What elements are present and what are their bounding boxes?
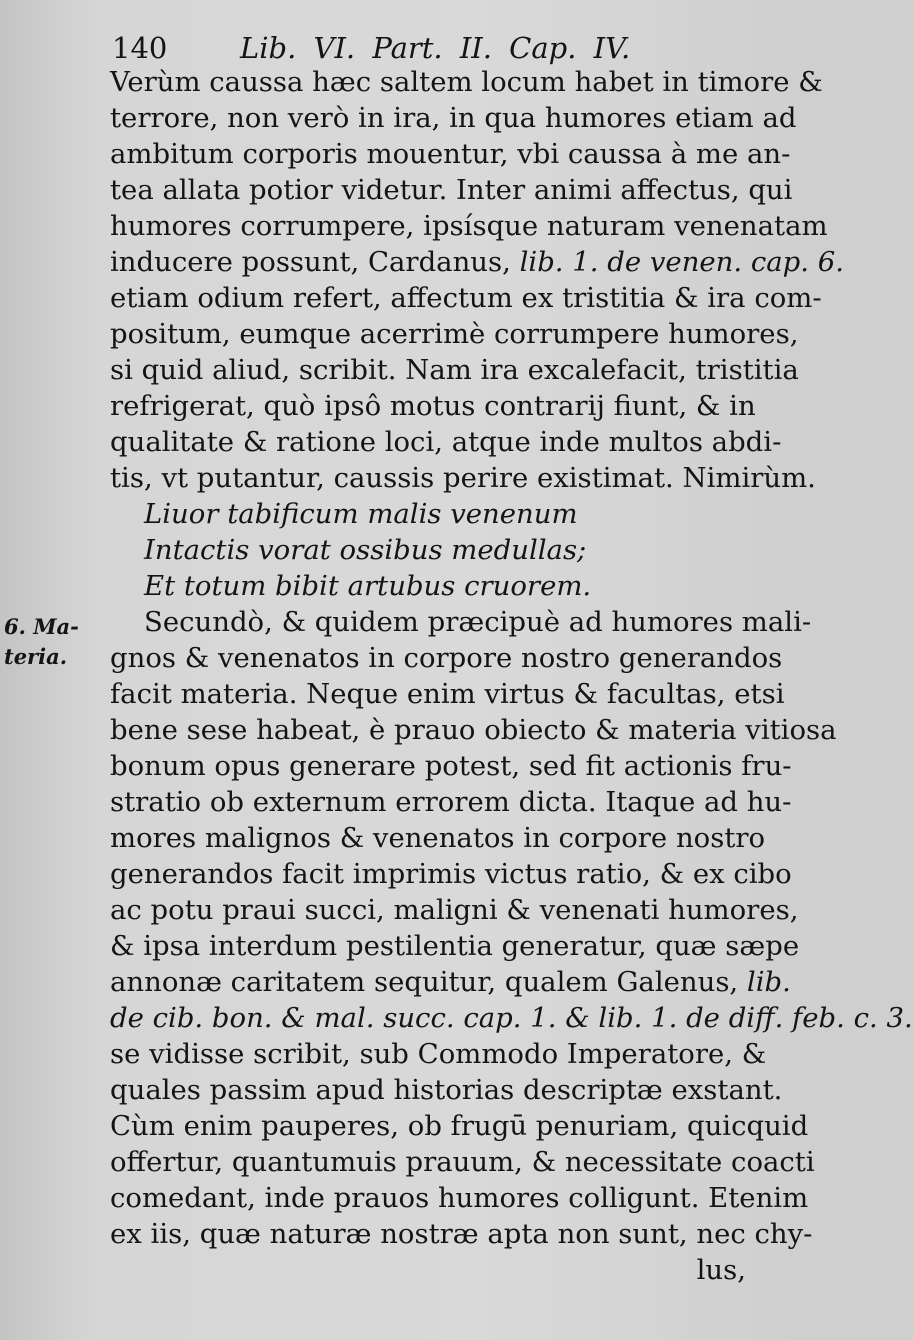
text-line: refrigerat, quò ipsô motus contrarij fiunt, & in: [110, 390, 756, 422]
verse-line: Intactis vorat ossibus medullas;: [144, 534, 587, 566]
text-line-part: annonæ caritatem sequitur, qualem Galenus,: [110, 966, 747, 998]
text-line: etiam odium refert, affectum ex tristitia & ira com-: [110, 282, 822, 314]
text-line: [110, 964, 791, 1000]
text-line: Verùm caussa hæc saltem locum habet in timore &: [110, 66, 823, 98]
text-line: [110, 244, 844, 280]
text-line: stratio ob externum errorem dicta. Itaque ad hu-: [110, 786, 792, 818]
citation: lib.: [746, 966, 791, 998]
text-line: terrore, non verò in ira, in qua humores etiam ad: [110, 102, 797, 134]
text-line-part: inducere possunt, Cardanus,: [110, 246, 520, 278]
text-line: generandos facit imprimis victus ratio, & ex cibo: [110, 858, 792, 890]
text-line: comedant, inde prauos humores colligunt. Etenim: [110, 1182, 809, 1214]
text-line: ac potu praui succi, maligni & venenati humores,: [110, 894, 799, 926]
text-line: Secundò, & quidem præcipuè ad humores mali-: [144, 606, 812, 638]
marginal-note-line: 6. Ma-: [4, 614, 79, 639]
text-line: ambitum corporis mouentur, vbi caussa à me an-: [110, 138, 791, 170]
text-line: si quid aliud, scribit. Nam ira excalefacit, tristitia: [110, 354, 799, 386]
running-head: Lib. VI. Part. II. Cap. IV.: [240, 31, 631, 65]
text-line: offertur, quantumuis prauum, & necessitate coacti: [110, 1146, 815, 1178]
verse-line: Liuor tabificum malis venenum: [144, 498, 578, 530]
page-number: 140: [112, 31, 168, 65]
text-line: tea allata potior videtur. Inter animi affectus, qui: [110, 174, 793, 206]
text-line: se vidisse scribit, sub Commodo Imperatore, &: [110, 1038, 767, 1070]
text-line: tis, vt putantur, caussis perire existimat. Nimirùm.: [110, 462, 816, 494]
catchword: lus,: [696, 1254, 746, 1286]
marginal-note-line: teria.: [4, 644, 68, 669]
text-line: facit materia. Neque enim virtus & facultas, etsi: [110, 678, 785, 710]
text-line: humores corrumpere, ipsísque naturam venenatam: [110, 210, 828, 242]
marginal-note: [4, 612, 100, 672]
text-line: & ipsa interdum pestilentia generatur, quæ sæpe: [110, 930, 800, 962]
body-text: [110, 64, 913, 1288]
text-line: bonum opus generare potest, sed fit actionis fru-: [110, 750, 792, 782]
text-line: positum, eumque acerrimè corrumpere humores,: [110, 318, 799, 350]
text-line: quales passim apud historias descriptæ exstant.: [110, 1074, 783, 1106]
text-line: Cùm enim pauperes, ob frugū penuriam, quicquid: [110, 1110, 809, 1142]
citation-line: de cib. bon. & mal. succ. cap. 1. & lib. 1. de diff. feb. c. 3.: [110, 1002, 913, 1034]
text-line: bene sese habeat, è prauo obiecto & materia vitiosa: [110, 714, 837, 746]
text-line: mores malignos & venenatos in corpore nostro: [110, 822, 766, 854]
verse-line: Et totum bibit artubus cruorem.: [144, 570, 592, 602]
citation: lib. 1. de venen. cap. 6.: [519, 246, 844, 278]
text-line: gnos & venenatos in corpore nostro generandos: [110, 642, 783, 674]
text-line: qualitate & ratione loci, atque inde multos abdi-: [110, 426, 782, 458]
text-line: ex iis, quæ naturæ nostræ apta non sunt, nec chy-: [110, 1218, 813, 1250]
